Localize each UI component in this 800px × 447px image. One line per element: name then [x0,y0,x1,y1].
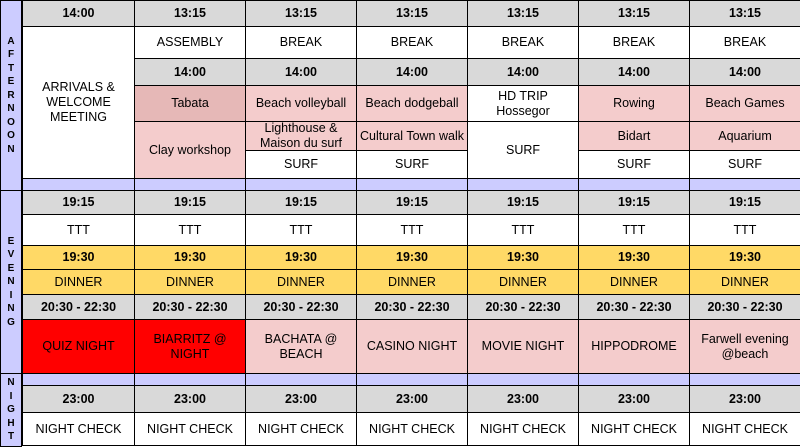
activity-time: 14:00 [134,58,246,86]
side-letter: T [7,62,15,74]
activity-cell: Clay workshop [134,121,246,179]
side-letter: N [7,103,15,115]
side-letter: N [7,276,15,288]
side-letter: I [9,390,13,402]
night-check-cell: NIGHT CHECK [467,412,579,446]
start-time: 13:15 [356,0,468,27]
surf-cell: SURF [467,121,579,179]
ttt-cell: TTT [467,214,579,246]
dinner-cell: DINNER [22,269,135,295]
evening-cell: BIARRITZ @ NIGHT [134,319,246,374]
activity-cell: Tabata [134,85,246,122]
side-label-evening [0,190,22,374]
night-time: 23:00 [578,385,690,413]
dinner-cell: DINNER [467,269,579,295]
side-letter: N [7,303,15,315]
side-letter: E [7,262,15,274]
ttt-cell: TTT [245,214,357,246]
evening-cell: QUIZ NIGHT [22,319,135,374]
break-cell: BREAK [467,26,579,59]
dinner-cell: DINNER [578,269,690,295]
evening-time: 20:30 - 22:30 [134,294,246,320]
dinner-time: 19:30 [467,245,579,270]
evening-cell: CASINO NIGHT [356,319,468,374]
ttt-time: 19:15 [134,190,246,215]
dinner-cell: DINNER [356,269,468,295]
night-check-cell: NIGHT CHECK [134,412,246,446]
ttt-cell: TTT [22,214,135,246]
dinner-cell: DINNER [245,269,357,295]
side-letter: N [7,377,15,389]
dinner-time: 19:30 [689,245,800,270]
side-letter: R [7,89,15,101]
dinner-time: 19:30 [134,245,246,270]
night-check-cell: NIGHT CHECK [22,412,135,446]
side-letter: O [7,130,15,142]
arrivals-cell: ARRIVALS & WELCOME MEETING [22,26,135,179]
side-letter: A [7,35,15,47]
evening-time: 20:30 - 22:30 [467,294,579,320]
evening-time: 20:30 - 22:30 [22,294,135,320]
ttt-cell: TTT [689,214,800,246]
evening-time: 20:30 - 22:30 [356,294,468,320]
activity-cell: HD TRIP Hossegor [467,85,579,122]
side-letter: T [7,431,15,443]
activity-cell: Cultural Town walk [356,121,468,151]
activity-time: 14:00 [578,58,690,86]
activity-cell: Beach volleyball [245,85,357,122]
dinner-cell: DINNER [689,269,800,295]
side-letter: E [7,76,15,88]
dinner-time: 19:30 [245,245,357,270]
break-cell: BREAK [578,26,690,59]
side-label-night [0,373,22,447]
start-time: 14:00 [22,0,135,27]
ttt-time: 19:15 [22,190,135,215]
break-cell: BREAK [689,26,800,59]
side-letter: O [7,116,15,128]
side-letter: N [7,143,15,155]
evening-cell: Farwell evening @beach [689,319,800,374]
surf-cell: SURF [578,150,690,179]
activity-time: 14:00 [689,58,800,86]
activity-cell: Rowing [578,85,690,122]
activity-cell: Beach dodgeball [356,85,468,122]
ttt-time: 19:15 [245,190,357,215]
start-time: 13:15 [689,0,800,27]
night-check-cell: NIGHT CHECK [689,412,800,446]
side-label-afternoon [0,0,22,191]
break-cell: BREAK [245,26,357,59]
dinner-time: 19:30 [22,245,135,270]
activity-time: 14:00 [245,58,357,86]
night-check-cell: NIGHT CHECK [578,412,690,446]
side-letter: V [7,249,15,261]
night-time: 23:00 [245,385,357,413]
evening-cell: MOVIE NIGHT [467,319,579,374]
side-letter: I [9,289,13,301]
ttt-time: 19:15 [356,190,468,215]
ttt-cell: TTT [356,214,468,246]
surf-cell: SURF [356,150,468,179]
ttt-cell: TTT [134,214,246,246]
break-cell: ASSEMBLY [134,26,246,59]
evening-cell: BACHATA @ BEACH [245,319,357,374]
evening-time: 20:30 - 22:30 [689,294,800,320]
dinner-time: 19:30 [578,245,690,270]
side-letter: H [7,417,15,429]
evening-cell: HIPPODROME [578,319,690,374]
start-time: 13:15 [467,0,579,27]
ttt-time: 19:15 [689,190,800,215]
night-time: 23:00 [134,385,246,413]
night-time: 23:00 [689,385,800,413]
ttt-cell: TTT [578,214,690,246]
ttt-time: 19:15 [578,190,690,215]
surf-cell: SURF [689,150,800,179]
night-time: 23:00 [22,385,135,413]
start-time: 13:15 [245,0,357,27]
night-check-cell: NIGHT CHECK [356,412,468,446]
ttt-time: 19:15 [467,190,579,215]
dinner-cell: DINNER [134,269,246,295]
evening-time: 20:30 - 22:30 [578,294,690,320]
side-letter: G [7,404,15,416]
activity-cell: Bidart [578,121,690,151]
side-letter: E [7,235,15,247]
surf-cell: SURF [245,150,357,179]
dinner-time: 19:30 [356,245,468,270]
activity-cell: Lighthouse & Maison du surf [245,121,357,151]
activity-time: 14:00 [356,58,468,86]
start-time: 13:15 [578,0,690,27]
evening-time: 20:30 - 22:30 [245,294,357,320]
activity-cell: Aquarium [689,121,800,151]
night-check-cell: NIGHT CHECK [245,412,357,446]
start-time: 13:15 [134,0,246,27]
side-letter: F [7,49,15,61]
night-time: 23:00 [467,385,579,413]
night-time: 23:00 [356,385,468,413]
side-letter: G [7,316,15,328]
activity-cell: Beach Games [689,85,800,122]
break-cell: BREAK [356,26,468,59]
activity-time: 14:00 [467,58,579,86]
